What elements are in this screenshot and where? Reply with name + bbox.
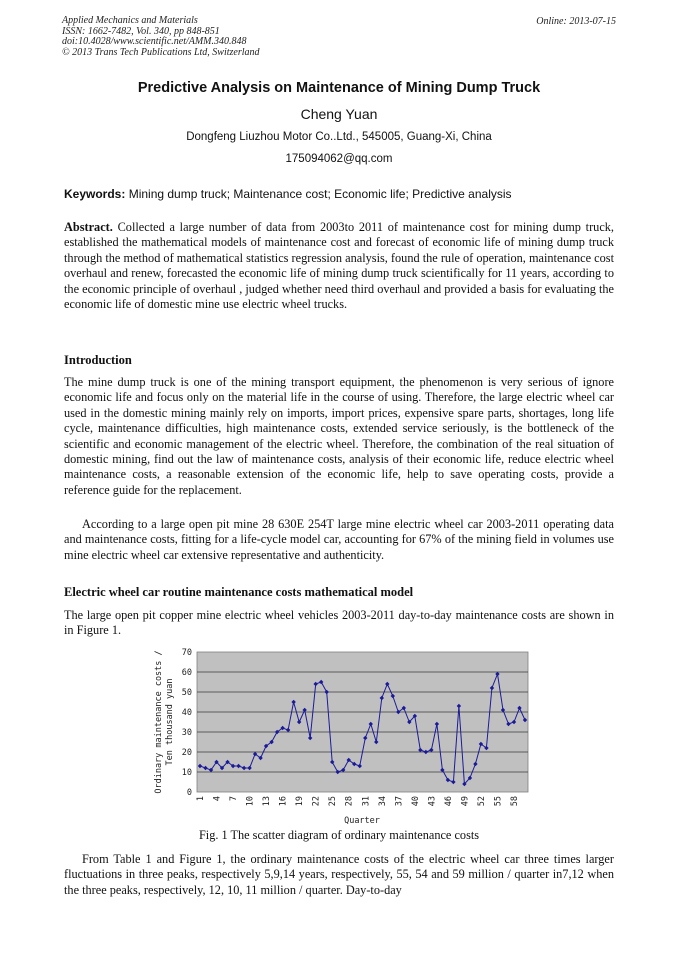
results-paragraph: From Table 1 and Figure 1, the ordinary maintenance costs of the electric wheel car three times larger fluctuations in three peaks, respectively 5,9,14 years, respectively, 55, 54 and 59 million / quarter in7,12 when the three peaks, respectively, 12, 10, 11 million / quarter. Day-to-day [64, 852, 614, 897]
copyright: © 2013 Trans Tech Publications Ltd, Switzerland [62, 46, 260, 58]
x-tick-label: 46 [443, 796, 454, 807]
affiliation: Dongfeng Liuzhou Motor Co..Ltd., 545005, Guang-Xi, China [186, 131, 492, 143]
x-axis-label: Quarter [344, 816, 380, 826]
x-tick-label: 13 [262, 796, 273, 807]
abstract-label: Abstract. [64, 220, 113, 234]
x-tick-label: 1 [196, 796, 206, 802]
y-tick-label: 50 [181, 688, 192, 698]
x-tick-label: 10 [245, 796, 256, 807]
x-tick-label: 28 [344, 796, 355, 807]
y-tick-label: 60 [181, 668, 192, 678]
plot-area [197, 652, 528, 792]
x-tick-label: 37 [394, 796, 405, 807]
figure-caption: Fig. 1 The scatter diagram of ordinary maintenance costs [198, 828, 480, 842]
author-name: Cheng Yuan [300, 106, 378, 122]
keywords-text: Mining dump truck; Maintenance cost; Economic life; Predictive analysis [125, 187, 512, 201]
x-tick-label: 25 [328, 796, 339, 807]
x-tick-label: 43 [427, 796, 438, 807]
issn: ISSN: 1662-7482, Vol. 340, pp 848-851 [62, 25, 220, 37]
y-axis-label-line1: Ordinary maintenance costs / [154, 650, 164, 794]
section-heading-introduction: Introduction [64, 353, 132, 367]
x-tick-label: 49 [460, 796, 471, 807]
y-tick-label: 10 [181, 768, 192, 778]
paper-title: Predictive Analysis on Maintenance of Mining Dump Truck [137, 80, 541, 96]
intro-paragraph-1: The mine dump truck is one of the mining transport equipment, the phenomenon is very serious of ignore economic life and focus only on the material life in the course of using. Therefore, the large electric wheel car used in the domestic mining mainly rely on imports, import prices, expensive spare parts, shortages, long life cycle, maintenance difficulties, high maintenance costs, extended service seriously, is the bottleneck of the scientific and economic management of the electric wheel. Therefore, the combination of the real situation of domestic mining, find out the law of maintenance costs, analysis of their economic life, reduce electric wheel maintenance costs, a reasonable extension of the economic life, help to save operating costs, provide a reference guide for the replacement. [64, 375, 614, 497]
x-tick-label: 7 [229, 796, 240, 802]
journal-name: Applied Mechanics and Materials [62, 15, 198, 26]
section-heading-model: Electric wheel car routine maintenance costs mathematical model [64, 585, 414, 599]
x-tick-label: 34 [377, 796, 388, 807]
x-tick-label: 52 [476, 796, 487, 807]
abstract [64, 220, 614, 312]
y-tick-label: 70 [181, 648, 192, 658]
abstract-text: Collected a large number of data from 2003to 2011 of maintenance cost for mining dump truck, established the mathematical models of maintenance cost and forecast of economic life of mining dump truck through the method of mathematical statistics regression analysis, found the rule of operation, maintenance cost overhaul and renew, forecasted the economic life of mining dump truck scientifically for 11 years, according to the economic principle of overhaul , judged whether need third overhaul and provided a basis for evaluating the economic life of domestic mine use electric wheel trucks. [64, 220, 614, 312]
x-tick-label: 31 [361, 796, 372, 807]
y-axis-label-line2: Ten thousand yuan [165, 678, 175, 766]
x-tick-label: 19 [295, 796, 306, 807]
x-tick-label: 16 [278, 796, 289, 807]
y-tick-label: 40 [181, 708, 192, 718]
keywords-label: Keywords: [64, 187, 126, 201]
intro-paragraph-2: According to a large open pit mine 28 630E 254T large mine electric wheel car 2003-2011 operating data and maintenance costs, fitting for a life-cycle model car, accounting for 67% of the mining field in volumes use mine electric wheel car extensive representative and authenticity. [64, 517, 614, 562]
y-tick-label: 30 [181, 728, 192, 738]
x-tick-label: 4 [212, 796, 223, 802]
x-tick-label: 58 [509, 796, 520, 807]
y-tick-label: 20 [181, 748, 192, 758]
x-tick-label: 22 [311, 796, 322, 807]
online-date: Online: 2013-07-15 [536, 16, 616, 27]
journal-header [62, 16, 260, 58]
y-tick-label: 0 [186, 788, 192, 798]
x-tick-label: 40 [410, 796, 421, 807]
maintenance-cost-chart [150, 644, 535, 828]
email: 175094062@qq.com [285, 153, 393, 165]
keywords [64, 187, 512, 201]
model-paragraph: The large open pit copper mine electric wheel vehicles 2003-2011 day-to-day maintenance costs are shown in in Figure 1. [64, 608, 614, 638]
doi: doi:10.4028/www.scientific.net/AMM.340.848 [62, 36, 247, 47]
x-tick-label: 55 [493, 796, 504, 807]
